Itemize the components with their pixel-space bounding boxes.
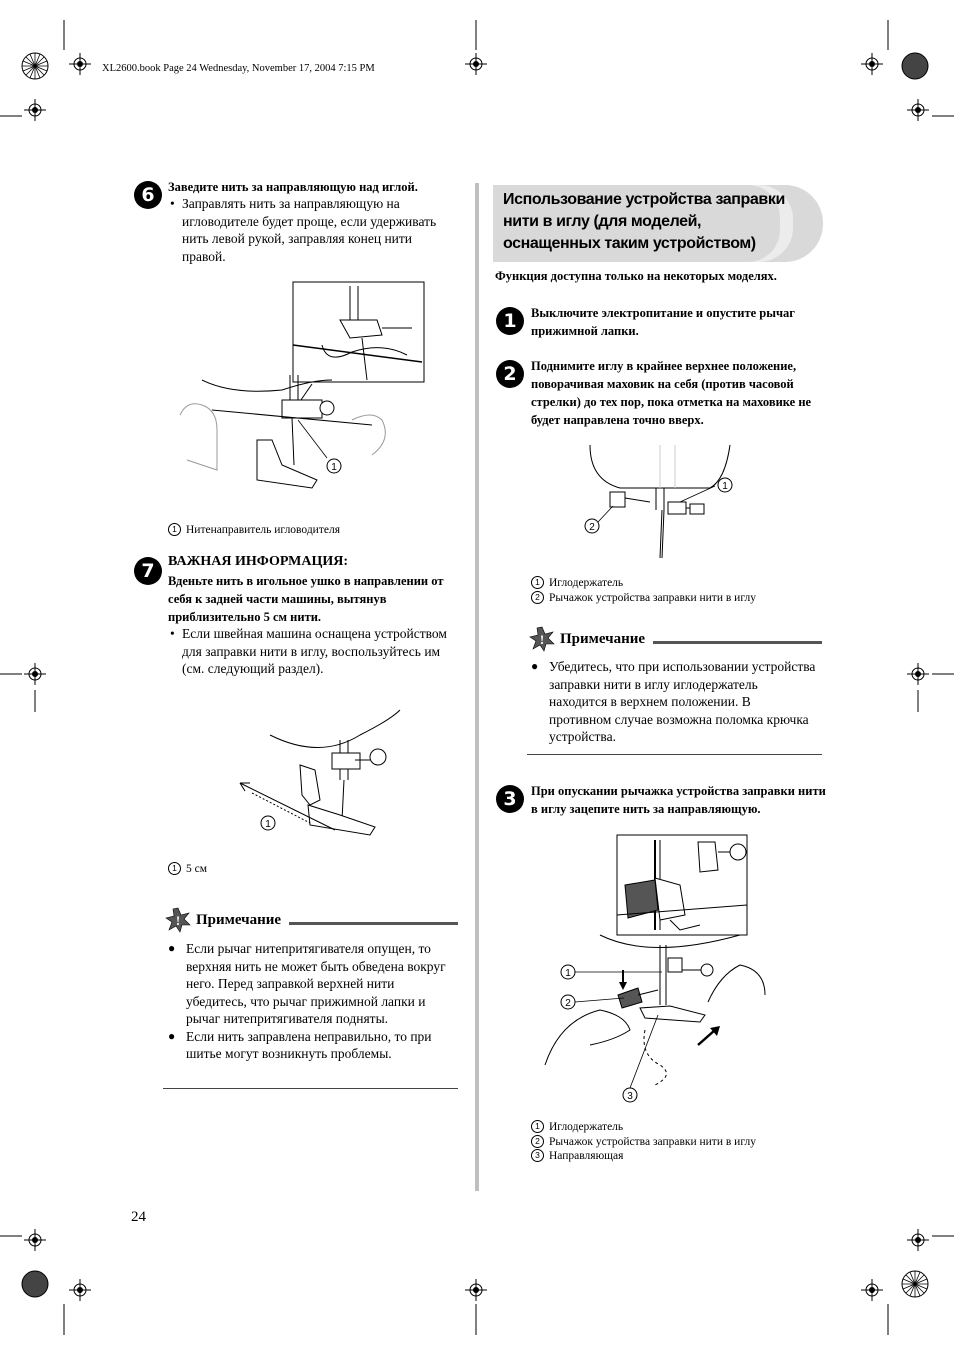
figure-callout: 1 [565,968,571,979]
figure-caption: 1 5 см [168,862,207,877]
section-title: Использование устройства заправки нити в иглу (для моделей, оснащенных таким устройством) [503,191,785,252]
important-text: Вденьте нить в игольное ушко в направлении от себя к задней части машины, вытянув приблизительно 5 см нити. [168,574,444,624]
intro-text: Функция доступна только на некоторых моделях. [495,269,777,283]
figure-callout: 2 [589,522,595,533]
list-item: • Заправлять нить за направляющую на игловодителе будет проще, если удерживать нить левой рукой, заправляя конец нити правой. [168,195,453,265]
figure-threader-lever [540,830,770,1105]
file-info: XL2600.book Page 24 Wednesday, November 17, 2004 7:15 PM [102,63,375,74]
figure-callout: 3 [627,1091,633,1102]
figure-callout: 1 [265,819,271,830]
step-2-number: 2 [496,360,524,388]
list-item: ● Если нить заправлена неправильно, то при шитье могут возникнуть проблемы. [168,1028,453,1063]
note-end-rule [163,1088,458,1089]
step-6-number: 6 [134,181,162,209]
figure-needle-thread-guide [172,280,432,515]
step-6-title: Заведите нить за направляющую над иглой. [168,180,418,194]
step-2-text: Поднимите иглу в крайнее верхнее положение, поворачивая маховик на себя (против часовой стрелки) до тех пор, пока отметка на маховике не будет направлена точно вверх. [531,359,812,427]
step-6-bullets [168,195,453,265]
caption-line: 1 Иглодержатель [531,1120,756,1135]
figure-callout: 1 [331,462,337,473]
step-3-number: 3 [496,785,524,813]
list-item: • Если швейная машина оснащена устройством для заправки нити в иглу, воспользуйтесь им (см. следующий раздел). [168,625,453,678]
svg-text:!: ! [175,913,181,928]
important-heading: ВАЖНАЯ ИНФОРМАЦИЯ: [168,554,349,569]
note-icon [529,626,555,652]
step-1-text: Выключите электропитание и опустите рычаг прижимной лапки. [531,306,795,338]
figure-needle-bar [580,440,760,570]
list-item: ● Если рычаг нитепритягивателя опущен, то верхняя нить не может быть обведена вокруг него. Перед заправкой верхней нити убедитесь, что рычаг прижимной лапки и рычаг нитепритягивателя подняты. [168,940,453,1028]
figure-callout: 1 [722,481,728,492]
step-1-number: 1 [496,307,524,335]
caption-line: 1 Иглодержатель [531,576,756,591]
column-divider [475,183,479,1191]
figure-caption [531,1120,756,1164]
figure-callout: 2 [565,998,571,1009]
page-number: 24 [131,1209,146,1225]
step-7-number: 7 [134,557,162,585]
caption-line: 3 Направляющая [531,1149,756,1164]
svg-text:!: ! [539,632,545,647]
note-title: Примечание [560,630,646,647]
figure-caption [531,576,756,605]
note-header [165,907,458,933]
step-7-bullets [168,625,453,678]
note-list [168,940,453,1063]
note-title: Примечание [196,911,282,928]
figure-needle-5cm [230,705,420,855]
note-end-rule [527,754,822,755]
list-item: ● Убедитесь, что при использовании устройства заправки нити в иглу иглодержатель находится в верхнем положении. В противном случае возможна поломка крючка устройства. [531,658,816,746]
figure-caption: 1 Нитенаправитель игловодителя [168,523,340,538]
note-header [529,626,822,652]
caption-line: 2 Рычажок устройства заправки нити в иглу [531,591,756,606]
note-icon [165,907,191,933]
caption-line: 2 Рычажок устройства заправки нити в иглу [531,1135,756,1150]
note-list [531,658,816,746]
step-3-text: При опускании рычажка устройства заправки нити в иглу зацепите нить за направляющую. [531,784,826,816]
